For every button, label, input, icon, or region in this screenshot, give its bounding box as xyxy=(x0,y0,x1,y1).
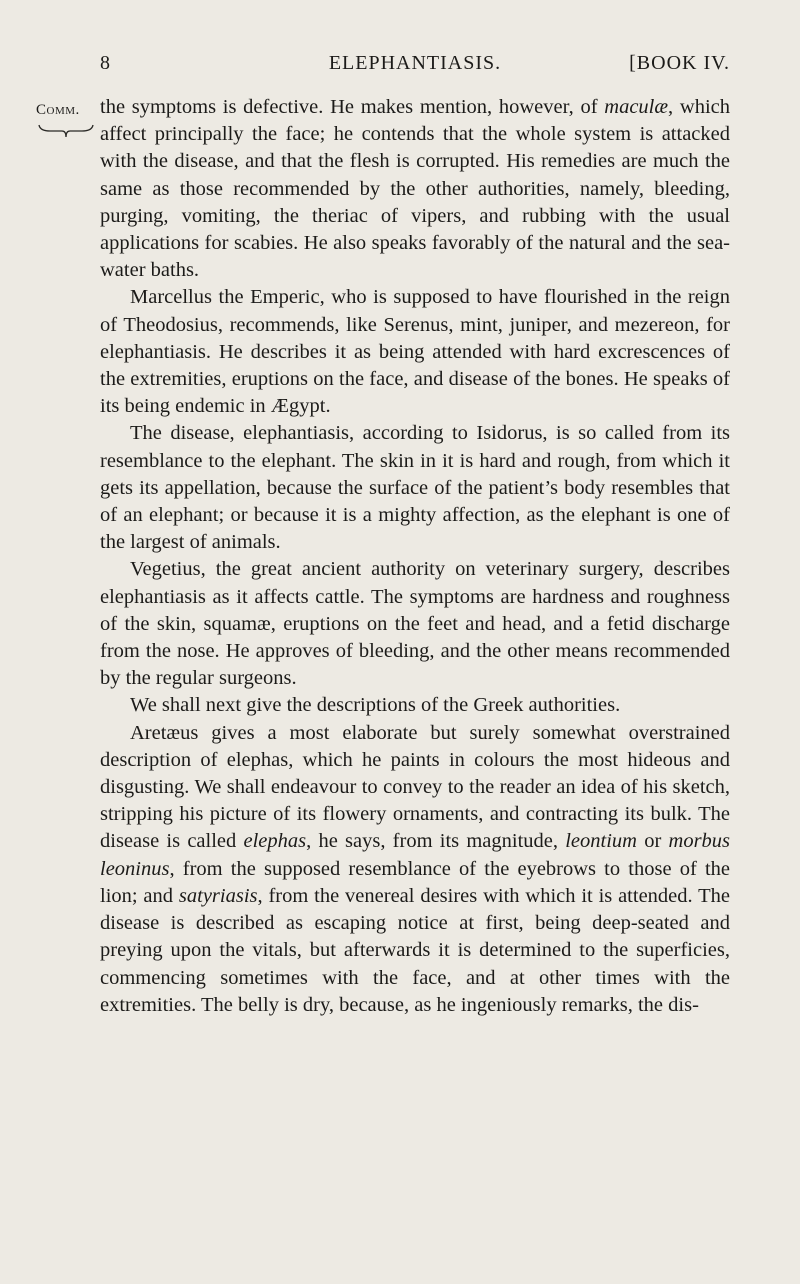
text-run: the symptoms is defective. He makes mention, however, of xyxy=(100,96,605,118)
italic-term: leontium xyxy=(565,830,637,853)
italic-term: morbus leoninus xyxy=(100,830,731,880)
text-run: Aretæus gives a most elaborate but surely somewhat overstrained description of elephas, which he paints in colours the most hideous and disgusting. We shall endeavour to convey to the reader an idea of his sketch, stripping his picture of its flowery ornaments, and contracting its bulk. The disease is called xyxy=(100,721,730,853)
running-title: ELEPHANTIASIS. xyxy=(328,52,502,74)
text-run: , he says, from its magnitude, xyxy=(306,830,566,853)
page-number: 8 xyxy=(100,52,111,74)
text-run: Vegetius, the great ancient authority on veterinary surgery, describes elephantiasis as it affects cattle. The symptoms are hardness and roughness of the skin, squamæ, eruptions on the feet and head, and a fetid discharge from the nose. He approves of bleeding, and the other means recommended by the regular surgeons. xyxy=(100,558,730,690)
text-run: We shall next give the descriptions of the Greek authorities. xyxy=(130,694,621,717)
text-run: , from the venereal desires with which it is attended. The disease is described as escaping notice at first, being deep-seated and preying upon the vitals, but afterwards it is determined to the superficies, commencing sometimes with the face, and at other times with the extremities. The belly is dry, because, as he ingeniously remarks, the dis- xyxy=(100,884,730,1016)
paragraph xyxy=(100,284,730,420)
text-run: or xyxy=(636,830,669,853)
paragraph xyxy=(100,556,730,692)
italic-term: elephas xyxy=(243,830,307,853)
paragraph xyxy=(100,420,730,556)
italic-term: maculæ xyxy=(604,96,669,118)
running-header xyxy=(100,52,730,80)
margin-note: Comm. xyxy=(36,102,80,118)
paragraph xyxy=(100,94,730,284)
text-run: , from the supposed resemblance of the eyebrows to those of the lion; and xyxy=(100,857,730,907)
margin-brace-icon xyxy=(38,124,94,138)
italic-term: satyriasis xyxy=(178,884,258,907)
text-run: , which affect principally the face; he contends that the whole system is attacked with the disease, and that the flesh is corrupted. His remedies are much the same as those recommended by the other authorities, namely, bleeding, purging, vomiting, the theriac of vipers, and rubbing with the usual applications for scabies. He also speaks favorably of the natural and the sea-water baths. xyxy=(100,96,730,282)
text-run: The disease, elephantiasis, according to Isidorus, is so called from its resemblance to the elephant. The skin in it is hard and rough, from which it gets its appellation, because the surface of the patient’s body resembles that of an elephant; or because it is a mighty affection, as the elephant is one of the largest of animals. xyxy=(100,422,730,554)
body-text xyxy=(100,94,730,1019)
paragraph xyxy=(100,692,730,719)
book-reference: [BOOK IV. xyxy=(629,52,730,74)
text-run: Marcellus the Emperic, who is supposed to have flourished in the reign of Theodosius, recommends, like Serenus, mint, juniper, and mezereon, for elephantiasis. He describes it as being attended with hard excrescences of the extremities, eruptions on the face, and disease of the bones. He speaks of its being endemic in Ægypt. xyxy=(100,286,730,418)
paragraph xyxy=(100,720,730,1019)
